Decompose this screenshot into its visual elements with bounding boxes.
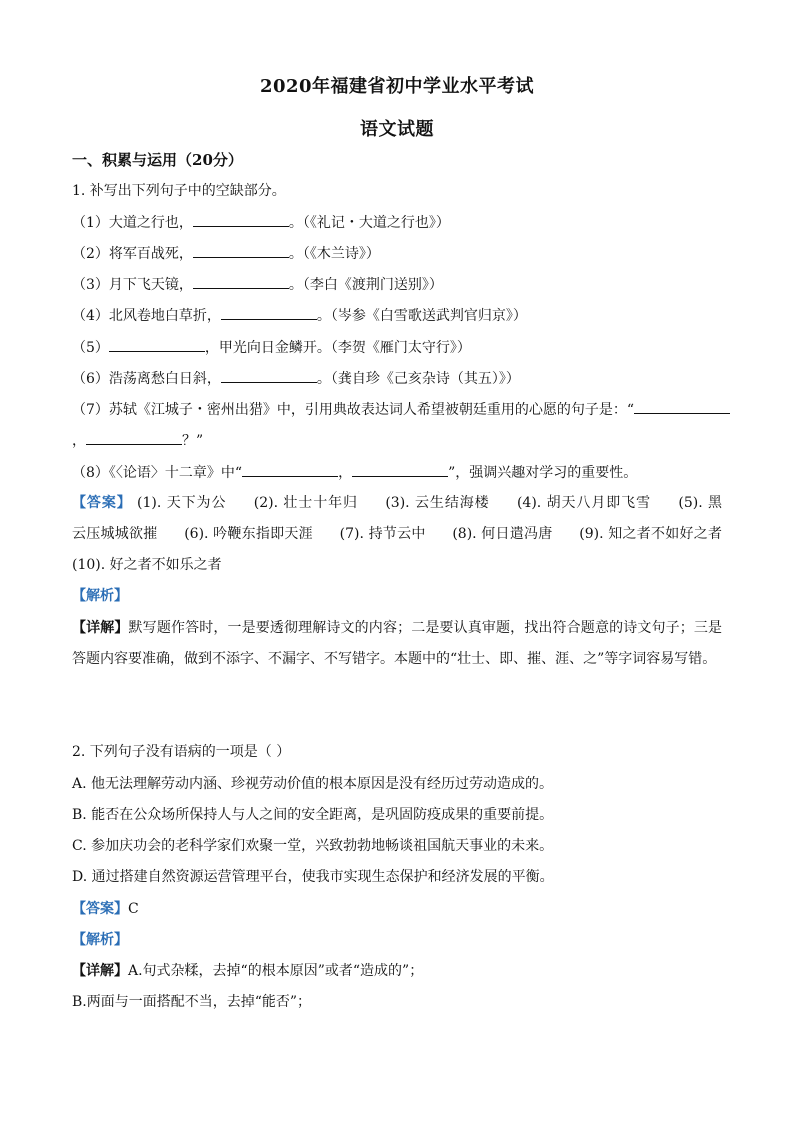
- answer-item: 云压城城欲摧: [72, 526, 158, 542]
- item-text: 。（《木兰诗》）: [288, 246, 380, 262]
- q1-item-7: [72, 399, 730, 420]
- fill-blank: [193, 243, 289, 258]
- fill-blank: [221, 368, 317, 383]
- q2-stem: 2. 下列句子没有语病的一项是（ ）: [72, 744, 291, 760]
- q2-option-b: B. 能否在公众场所保持人与人之间的安全距离，是巩固防疫成果的重要前提。: [72, 807, 554, 823]
- item-text: ”，强调兴趣对学习的重要性。: [448, 465, 638, 481]
- answer-value: C: [128, 901, 139, 917]
- detail-tag: 【详解】: [72, 963, 128, 979]
- q2-detail-line-2: B.两面与一面搭配不当，去掉“能否”；: [72, 994, 312, 1010]
- q1-item-3: [72, 274, 443, 295]
- answer-tag: 【答案】: [72, 495, 132, 511]
- q1-item-2: [72, 243, 380, 264]
- answer-item: (8). 何日遣冯唐: [452, 526, 553, 542]
- answer-item: (3). 云生结海楼: [385, 495, 490, 511]
- q1-item-6: [72, 368, 520, 389]
- q2-analysis-tag: 【解析】: [72, 932, 128, 948]
- q1-detail-line-1: [72, 618, 722, 638]
- answer-tag: 【答案】: [72, 901, 128, 917]
- item-text: ，甲光向日金鳞开。（李贺《雁门太守行》）: [204, 340, 471, 356]
- fill-blank: [109, 337, 205, 352]
- item-text: （5）: [72, 340, 109, 356]
- detail-text: 默写题作答时，一是要透彻理解诗文的内容；二是要认真审题，找出符合题意的诗文句子；三是: [128, 620, 723, 636]
- answer-item: (2). 壮士十年归: [253, 495, 358, 511]
- q1-item-4: [72, 305, 527, 326]
- item-text: 。（《礼记・大道之行也》）: [288, 215, 450, 231]
- fill-blank: [634, 399, 730, 414]
- item-text: （2）将军百战死，: [72, 246, 193, 262]
- q2-option-c: C. 参加庆功会的老科学家们欢聚一堂，兴致勃勃地畅谈祖国航天事业的未来。: [72, 838, 554, 854]
- item-text: 。（李白《渡荆门送别》）: [288, 277, 443, 293]
- item-text: （3）月下飞天镜，: [72, 277, 193, 293]
- item-text: ？”: [182, 433, 204, 449]
- q2-detail-line-1: [72, 961, 423, 981]
- fill-blank: [193, 274, 289, 289]
- fill-blank: [242, 462, 338, 477]
- q1-stem: 1. 补写出下列句子中的空缺部分。: [72, 183, 286, 199]
- detail-tag: 【详解】: [72, 620, 129, 636]
- item-text: （1）大道之行也，: [72, 215, 193, 231]
- answer-item: (7). 持节云中: [339, 526, 426, 542]
- item-text: 。（岑参《白雪歌送武判官归京》）: [316, 308, 527, 324]
- q1-item-7-cont: [72, 430, 203, 451]
- detail-text: A.句式杂糅，去掉“的根本原因”或者“造成的”；: [128, 963, 424, 979]
- item-text: ，: [338, 465, 353, 481]
- answer-item: (1). 天下为公: [137, 495, 227, 511]
- answer-item: (9). 知之者不如好之者: [579, 526, 722, 542]
- fill-blank: [193, 212, 289, 227]
- exam-title: 2020年福建省初中学业水平考试: [259, 76, 535, 97]
- item-text: （8）《〈论语〉十二章》中“: [72, 465, 243, 481]
- q1-answer-line-1: [72, 493, 722, 513]
- q1-detail-line-2: 答题内容要准确，做到不添字、不漏字、不写错字。本题中的“壮士、即、摧、涯、之”等字词容易写错。: [72, 651, 717, 667]
- section-heading: 一、积累与运用（20分）: [72, 151, 243, 169]
- fill-blank: [352, 462, 448, 477]
- item-text: 。（龚自珍《己亥杂诗（其五）》）: [316, 371, 520, 387]
- item-text: （6）浩荡离愁白日斜，: [72, 371, 221, 387]
- q1-answer-line-3: (10). 好之者不如乐之者: [72, 557, 222, 573]
- q2-option-a: A. 他无法理解劳动内涵、珍视劳动价值的根本原因是没有经历过劳动造成的。: [72, 776, 554, 792]
- answer-item: (6). 吟鞭东指即天涯: [184, 526, 313, 542]
- q1-item-8: [72, 462, 637, 483]
- item-text: （4）北风卷地白草折，: [72, 308, 221, 324]
- q1-analysis-tag: 【解析】: [72, 588, 128, 604]
- exam-subtitle: 语文试题: [360, 119, 434, 140]
- q1-item-1: [72, 212, 450, 233]
- answer-item: (5). 黑: [678, 495, 723, 511]
- q2-answer: [72, 899, 139, 919]
- q2-option-d: D. 通过搭建自然资源运营管理平台，使我市实现生态保护和经济发展的平衡。: [72, 869, 554, 885]
- q1-answer-line-2: [72, 524, 722, 544]
- item-text: （7）苏轼《江城子・密州出猎》中，引用典故表达词人希望被朝廷重用的心愿的句子是：“: [72, 402, 635, 418]
- fill-blank: [221, 305, 317, 320]
- fill-blank: [86, 430, 182, 445]
- q1-item-5: [72, 337, 471, 358]
- item-text: ，: [72, 433, 86, 449]
- answer-item: (4). 胡天八月即飞雪: [516, 495, 652, 511]
